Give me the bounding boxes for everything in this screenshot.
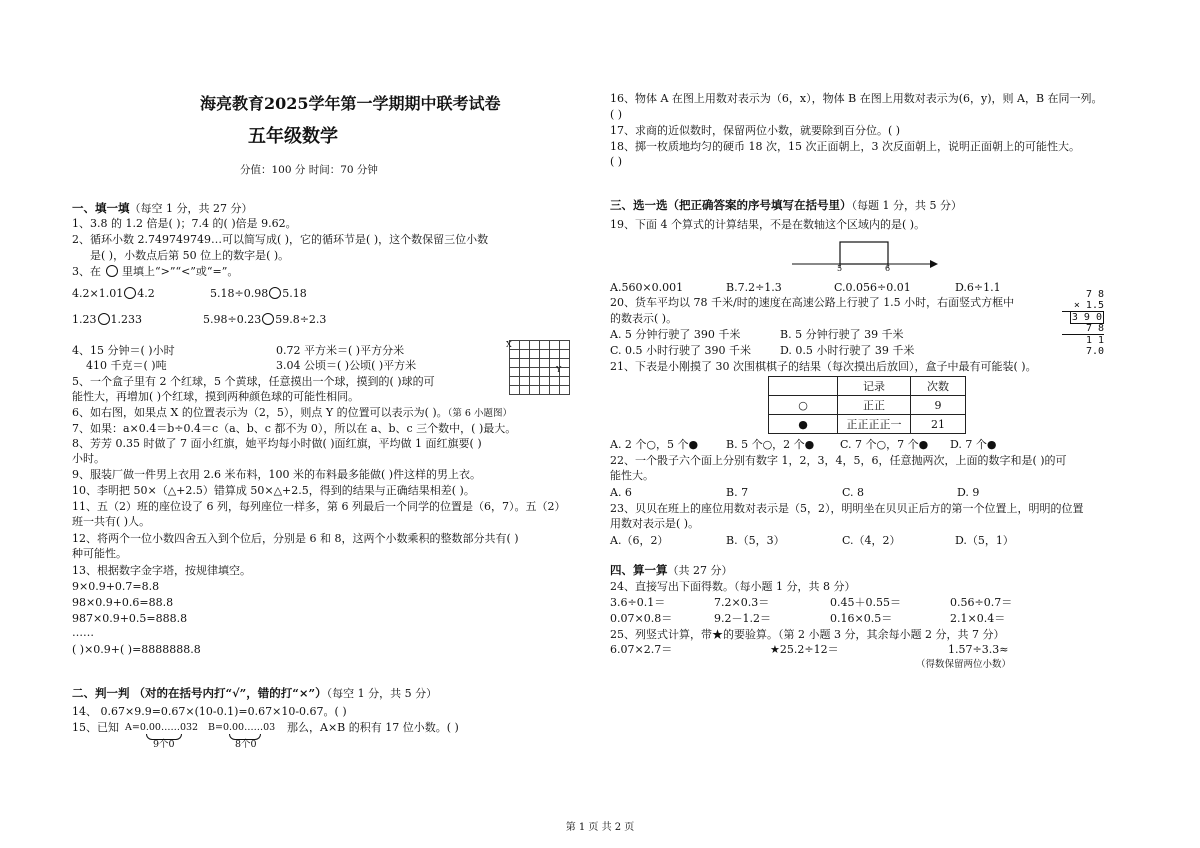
- question-24: 24、直接写出下面得数。（每小题 1 分，共 8 分）: [610, 580, 856, 593]
- oral-calc-4: 0.56÷0.7＝: [950, 596, 1013, 609]
- grid-point-x: X: [506, 340, 512, 349]
- question-5: 5、一个盒子里有 2 个红球，5 个黄球，任意摸出一个球，摸到的( )球的可: [72, 375, 435, 388]
- question-10: 10、李明把 50×（△+2.5）错算成 50×△+2.5，得到的结果与正确结果相差( )。: [72, 484, 475, 497]
- q15-count-a: 9个0: [153, 739, 175, 750]
- question-4c: 410 千克＝( )吨: [86, 359, 167, 372]
- page-footer: 第 1 页 共 2 页: [565, 822, 635, 833]
- option-23-a: A.（6，2）: [610, 534, 669, 547]
- question-20: 20、货车平均以 78 千米/时的速度在高速公路上行驶了 1.5 小时，右面竖式方框中: [610, 296, 1015, 309]
- question-25: 25、列竖式计算，带★的要验算。（第 2 小题 3 分，其余每小题 2 分，共 7 分）: [610, 628, 1005, 641]
- grid-point-y: Y: [556, 365, 562, 374]
- question-16: 16、物体 A 在图上用数对表示为（6，x），物体 B 在图上用数对表示为(6，y)，则 A，B 在同一列。: [610, 92, 1103, 105]
- question-7: 7、如果：a×0.4＝b÷0.4＝c（a、b、c 都不为 0），所以在 a、b、c 三个数中，( )最大。: [72, 422, 517, 435]
- arrow-icon: [930, 260, 938, 268]
- white-piece-icon: ○: [769, 396, 838, 415]
- compare-circle-icon: [106, 265, 118, 277]
- compare-item-4: 5.98÷0.23 59.8÷2.3: [203, 313, 327, 326]
- question-4a: 4、15 分钟＝( )小时: [72, 344, 175, 357]
- compare-item-2: 5.18÷0.98 5.18: [210, 287, 307, 300]
- pyramid-blank: ( )×0.9+( )=8888888.8: [72, 643, 201, 656]
- section-3-header: 三、选一选（把正确答案的序号填写在括号里）（每题 1 分，共 5 分）: [610, 198, 962, 212]
- number-line: [790, 238, 940, 274]
- option-19-c: C.0.056÷0.01: [834, 281, 911, 294]
- question-20-cont: 的数表示( )。: [610, 312, 678, 325]
- compare-circle-icon: [262, 313, 274, 325]
- question-3: 3、在 里填上“>”“<”或“=”。: [72, 265, 239, 278]
- section-2-header: 二、判一判 （对的在括号内打“√”，错的打“×”）（每空 1 分，共 5 分）: [72, 686, 438, 700]
- question-22: 22、一个骰子六个面上分别有数字 1，2，3，4，5，6，任意抛两次，上面的数字和是( )的可: [610, 454, 1067, 467]
- oral-calc-7: 0.16×0.5＝: [830, 612, 893, 625]
- option-23-b: B.（5，3）: [726, 534, 785, 547]
- range-box: [840, 242, 888, 264]
- option-21-a: A. 2 个○，5 个●: [610, 438, 699, 451]
- question-13: 13、根据数字金字塔，按规律填空。: [72, 564, 251, 577]
- exam-title: 海亮教育2025学年第一学期期中联考试卷: [200, 94, 501, 113]
- option-19-a: A.560×0.001: [610, 281, 684, 294]
- option-23-c: C.（4，2）: [842, 534, 901, 547]
- highlight-box: 3 9 0: [1071, 312, 1102, 323]
- question-22-cont: 能性大。: [610, 469, 654, 482]
- compare-circle-icon: [98, 313, 110, 325]
- pyramid-line-1: 9×0.9+0.7=8.8: [72, 580, 160, 593]
- compare-circle-icon: [269, 287, 281, 299]
- question-18: 18、掷一枚质地均匀的硬币 18 次，15 次正面朝上，3 次反面朝上，说明正面朝上的可能性大。: [610, 140, 1080, 153]
- question-8-cont: 小时。: [72, 452, 105, 465]
- option-22-b: B. 7: [726, 486, 749, 499]
- question-6: 6、如右图，如果点 X 的位置表示为（2，5），则点 Y 的位置可以表示为( )。（第 6 小题图）: [72, 406, 512, 419]
- question-11-cont: 班一共有( )人。: [72, 515, 151, 528]
- pyramid-line-3: 987×0.9+0.5=888.8: [72, 612, 188, 625]
- question-4d: 3.04 公顷＝( )公顷( )平方米: [276, 359, 417, 372]
- option-20-c: C. 0.5 小时行驶了 390 千米: [610, 344, 751, 357]
- compare-item-1: 4.2×1.01 4.2: [72, 287, 155, 300]
- oral-calc-8: 2.1×0.4＝: [950, 612, 1006, 625]
- q15-number-a: A=0.00……032: [125, 722, 199, 733]
- option-20-d: D. 0.5 小时行驶了 39 千米: [780, 344, 915, 357]
- question-5-cont: 能性大，再增加( )个红球，摸到两种颜色球的可能性相同。: [72, 390, 360, 403]
- pyramid-ellipsis: ……: [72, 626, 94, 639]
- vertical-calc-1: 6.07×2.7＝: [610, 643, 673, 656]
- option-23-d: D.（5，1）: [955, 534, 1014, 547]
- oral-calc-3: 0.45＋0.55＝: [830, 596, 901, 609]
- oral-calc-1: 3.6÷0.1＝: [610, 596, 666, 609]
- question-17: 17、求商的近似数时，保留两位小数，就要除到百分位。( ): [610, 124, 901, 137]
- compare-item-3: 1.23 1.233: [72, 313, 142, 326]
- vertical-calc-3: 1.57÷3.3≈: [948, 643, 1009, 656]
- oral-calc-6: 9.2－1.2＝: [714, 612, 771, 625]
- option-21-b: B. 5 个○，2 个●: [726, 438, 815, 451]
- option-21-c: C. 7 个○，7 个●: [840, 438, 929, 451]
- option-19-b: B.7.2÷1.3: [726, 281, 782, 294]
- option-21-d: D. 7 个●: [950, 438, 997, 451]
- question-15-cont: 那么，A×B 的积有 17 位小数。( ): [287, 721, 459, 734]
- section-1-header: 一、填一填（每空 1 分，共 27 分）: [72, 201, 253, 215]
- pyramid-line-2: 98×0.9+0.6=88.8: [72, 596, 174, 609]
- question-23-cont: 用数对表示是( )。: [610, 517, 700, 530]
- option-22-c: C. 8: [842, 486, 865, 499]
- compare-circle-icon: [124, 287, 136, 299]
- black-piece-icon: ●: [769, 415, 838, 434]
- vertical-multiplication: 7 8 × 1.5 3 9 0 7 8 1 1 7.0: [1062, 289, 1104, 357]
- option-22-d: D. 9: [957, 486, 980, 499]
- oral-calc-5: 0.07×0.8＝: [610, 612, 673, 625]
- option-22-a: A. 6: [610, 486, 632, 499]
- question-23: 23、贝贝在班上的座位用数对表示是（5，2），明明坐在贝贝正后方的第一个位置上，明明的位置: [610, 502, 1084, 515]
- score-time: 分值：100 分 时间：70 分钟: [240, 164, 378, 176]
- axis-label-5: 5: [837, 264, 843, 273]
- question-14: 14、 0.67×9.9=0.67×(10-0.1)=0.67×10-0.67。( ): [72, 705, 347, 718]
- question-1: 1、3.8 的 1.2 倍是( )；7.4 的( )倍是 9.62。: [72, 217, 297, 230]
- question-19: 19、下面 4 个算式的计算结果，不是在数轴这个区域内的是( )。: [610, 218, 926, 231]
- question-18-cont: ( ): [610, 155, 623, 168]
- question-2: 2、循环小数 2.749749749…可以简写成( )，它的循环节是( )，这个数保留三位小数: [72, 233, 489, 246]
- question-21: 21、下表是小刚摸了 30 次围棋棋子的结果（每次摸出后放回），盒子中最有可能装( )。: [610, 360, 1037, 373]
- rounding-note: （得数保留两位小数）: [916, 659, 1012, 670]
- subject-title: 五年级数学: [248, 126, 338, 147]
- axis-label-6: 6: [885, 264, 891, 273]
- option-20-a: A. 5 分钟行驶了 390 千米: [610, 328, 741, 341]
- oral-calc-2: 7.2×0.3＝: [714, 596, 770, 609]
- q15-count-b: 8个0: [235, 739, 257, 750]
- question-11: 11、五（2）班的座位设了 6 列，每列座位一样多，第 6 列最后一个同学的位置是（6，7）。五（2）: [72, 500, 566, 513]
- vertical-calc-2: ★25.2÷12＝: [770, 643, 839, 656]
- question-12: 12、将两个一位小数四舍五入到个位后，分别是 6 和 8，这两个小数乘积的整数部分共有( ): [72, 532, 519, 545]
- question-2-cont: 是( )，小数点后第 50 位上的数字是( )。: [90, 249, 290, 262]
- question-9: 9、服装厂做一件男上衣用 2.6 米布料，100 米的布料最多能做( )件这样的男上衣。: [72, 468, 482, 481]
- question-15: 15、已知: [72, 721, 119, 734]
- option-20-b: B. 5 分钟行驶了 39 千米: [780, 328, 904, 341]
- question-8: 8、芳芳 0.35 时做了 7 面小红旗，她平均每小时做( )面红旗，平均做 1 面红旗要( ): [72, 437, 482, 450]
- record-table: 记录 次数 ○ 正正 9 ● 正正正正一 21: [768, 376, 966, 434]
- question-4b: 0.72 平方米＝( )平方分米: [276, 344, 405, 357]
- option-19-d: D.6÷1.1: [955, 281, 1001, 294]
- section-4-header: 四、算一算（共 27 分）: [610, 563, 733, 577]
- question-12-cont: 种可能性。: [72, 547, 127, 560]
- q15-number-b: B=0.00……03: [208, 722, 276, 733]
- question-16-cont: ( ): [610, 108, 623, 121]
